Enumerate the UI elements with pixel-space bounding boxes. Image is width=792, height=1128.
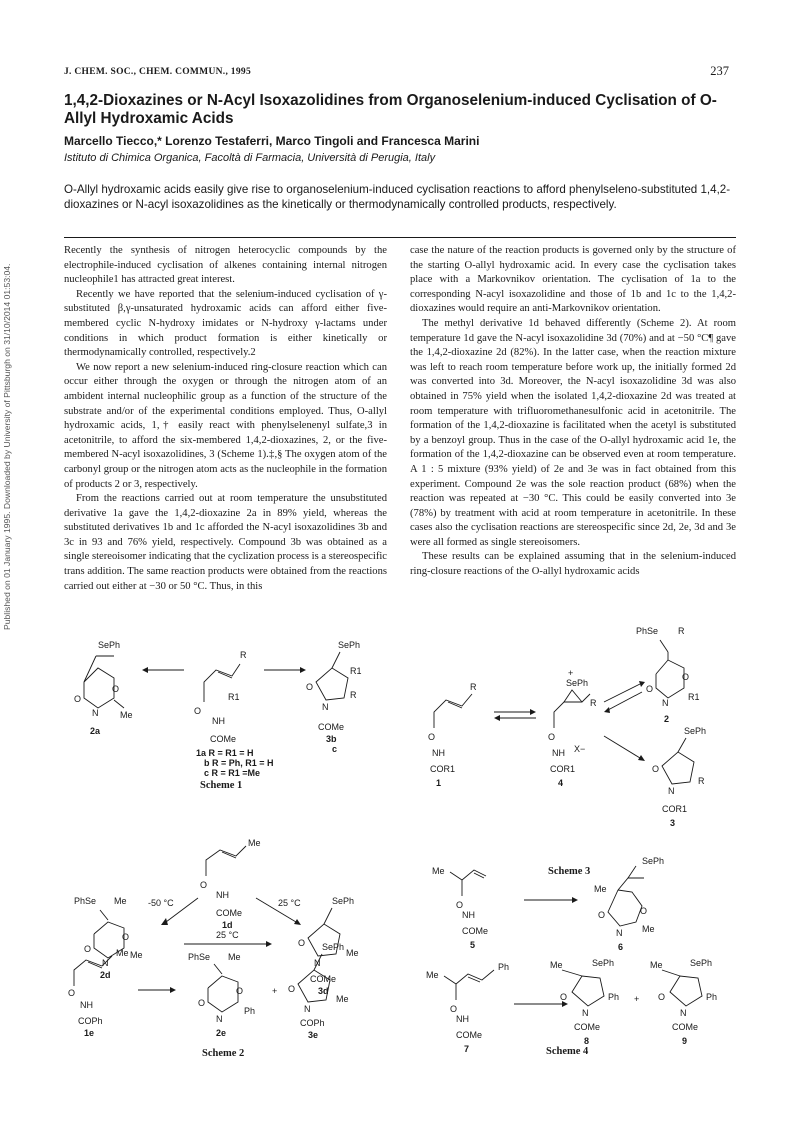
scheme-text: SePh [98,640,121,650]
compound-label: 3 [670,818,676,828]
scheme-text: O [652,764,660,774]
compound-label: 2a [90,726,101,736]
scheme-text: O [112,684,120,694]
scheme-text: COMe [672,1022,699,1032]
compound-label: 2e [216,1028,227,1038]
scheme-text: O [640,906,648,916]
scheme-text: O [236,986,244,996]
body-column-left [64,244,387,594]
scheme-text: COMe [318,722,345,732]
scheme-text: O [560,992,568,1002]
scheme-text: O [428,732,436,742]
scheme-text: R1 [350,666,362,676]
scheme-text: N [582,1008,589,1018]
scheme-text: SePh [322,942,345,952]
scheme-text: NH [552,748,565,758]
scheme-text: N [616,928,623,938]
scheme-text: R [590,698,597,708]
abstract-divider [64,237,736,238]
body-column-right [410,244,736,580]
scheme-3 [414,626,724,877]
scheme-text: NH [462,910,475,920]
scheme-text: R [350,690,357,700]
compound-label: 3d [318,986,329,996]
scheme-text: COMe [456,1030,483,1040]
scheme-text: Me [114,896,127,906]
scheme-text: + [634,994,640,1004]
scheme-text: Ph [706,992,718,1002]
scheme-text: O [84,944,92,954]
scheme-text: R [470,682,477,692]
scheme-text: COR1 [550,764,576,774]
scheme-2 [68,838,390,1059]
scheme-text: O [288,984,296,994]
scheme-text: Me [346,948,359,958]
scheme-text: R1 [688,692,700,702]
article-title: 1,4,2-Dioxazines or N-Acyl Isoxazolidines from Organoselenium-induced Cyclisation of O-Allyl Hydroxamic Acids [64,92,717,127]
scheme-text: Me [120,710,133,720]
compound-label: 9 [682,1036,688,1046]
author-list: Marcello Tiecco,* Lorenzo Testaferri, Marco Tingoli and Francesca Marini [64,134,480,148]
scheme-text: O [298,938,306,948]
scheme-text: O [68,988,76,998]
scheme-text: Ph [608,992,620,1002]
compound-label: 6 [618,942,624,952]
scheme-text: Me [116,948,129,958]
compound-label: 2 [664,714,670,724]
scheme-text: COR1 [662,804,688,814]
scheme-text: COMe [310,974,337,984]
paragraph: Recently we have reported that the selenium-induced cyclisation of γ-substituted β,γ-unsaturated hydroxamic acids can afford either five-membered cyclic N-hydroxy imidates or N-hydroxy γ-lactams under conditions in which product formation is either kinetically or thermodynamically controlled, respectively.2 [64,288,387,359]
scheme-text: N [662,698,669,708]
scheme-text: PhSe [188,952,211,962]
scheme-text: Ph [498,962,510,972]
compound-label: 2d [100,970,111,980]
scheme-caption: Scheme 1 [200,780,243,791]
download-watermark [0,0,20,1128]
scheme-text: SePh [566,678,589,688]
scheme-text: Me [130,950,143,960]
scheme-text: COPh [78,1016,103,1026]
compound-label: 7 [464,1044,470,1054]
scheme-text: Me [594,884,607,894]
scheme-text: Me [426,970,439,980]
scheme-text: Me [650,960,663,970]
scheme-text: COMe [216,908,243,918]
compound-label: c [332,744,338,754]
scheme-text: R1 [228,692,240,702]
scheme-text: N [304,1004,311,1014]
scheme-text: N [322,702,329,712]
scheme-text: COMe [210,734,237,744]
compound-label: b R = Ph, R1 = H [204,758,274,768]
scheme-text: Ph [244,1006,256,1016]
scheme-text: O [548,732,556,742]
scheme-text: COMe [574,1022,601,1032]
page-number: 237 [710,64,729,78]
scheme-caption: Scheme 4 [546,1046,589,1057]
compound-label: 1a R = R1 = H [196,748,254,758]
paragraph: From the reactions carried out at room temperature the unsubstituted derivative 1a gave the 1,4,2-dioxazine 2a in 89% yield, whereas the substituted derivatives 1b and 1c afforded the N-acyl isoxazolidines 3b and 3c in 93 and 76% yield, respectively. Compound 3b was obtained as a single stereoisomer indicating that the cyclization process is a stereospecific trans addition. The same reaction products were obtained from the reactions carried out either at −30 or 50 °C. Thus, in this [64,493,387,592]
compound-label: 3e [308,1030,319,1040]
scheme-text: X− [574,744,586,754]
scheme-text: Me [432,866,445,876]
paragraph: We now report a new selenium-induced ring-closure reaction which can occur either through the oxygen or through the nitrogen atom of an ambident internal nucleophilic group as a function of the structure of the substrate and/or of the experimental conditions employed. Thus, O-allyl hydroxamic acids, 1,† easily react with phenylselenenyl sulfate,3 in acetonitrile, to afford the six-membered 1,4,2-dioxazines, 2, or the five-membered N-acyl isoxazolidines, 3 (Scheme 1).‡,§ The oxygen atom of the carbonyl group or the nitrogen atom acts as the nucleophile in the formation of products 2 or 3, respectively. [64,361,387,490]
compound-label: 1 [436,778,442,788]
scheme-text: Me [336,994,349,1004]
scheme-text: Me [248,838,261,848]
scheme-text: NH [432,748,445,758]
scheme-text: O [456,900,464,910]
scheme-text: SePh [592,958,615,968]
scheme-text: N [92,708,99,718]
scheme-text: O [200,880,208,890]
scheme-text: N [216,1014,223,1024]
scheme-text: O [598,910,606,920]
scheme-text: + [272,986,278,996]
scheme-text: SePh [642,856,665,866]
scheme-text: + [568,668,574,678]
scheme-text: SePh [684,726,707,736]
scheme-text: R [678,626,685,636]
paragraph: Recently the synthesis of nitrogen heterocyclic compounds by the electrophile-induced cyclisation of alkenes containing internal nitrogen nucleophile1 has attracted great interest. [64,245,387,286]
scheme-text: PhSe [74,896,97,906]
paragraph: The methyl derivative 1d behaved differently (Scheme 2). At room temperature 1d gave the N-acyl isoxazolidine 3d (70%) and at −50 °C¶ gave the 1,4,2-dioxazine 2d (82%). In the latter case, when the reaction mixture was left to reach room temperature before work up, the initially formed 2d was converted into 3d. Moreover, the N-acyl isoxazolidine 3d was also obtained in 75% yield when the isolated 1,4,2-dioxazine 2d was treated at room temperature with trifluoromethanesulfonic acid in acetonitrile. The formation of the 1,4,2-dioxazine is facilitated when the acetyl is substituted by a benzoyl group. Thus in the case of the O-allyl hydroxamic acid 1e, the formation of the 1,4,2-dioxazine can be observed even at room temperature. A 1 : 5 mixture (93% yield) of 2e and 3e was in fact obtained from this experiment. Compound 2e was the sole reaction product (68%) when the reaction was repeated at −30 °C. This could be easily converted into 3e (78%) by treatment with acid at room temperature in acetonitrile. In these cases also the cyclisation reactions are stereospecific since 2d, 2e, 3d and 3e were all formed as single stereoisomers. [410,317,736,548]
scheme-text: N [680,1008,687,1018]
scheme-text: Me [228,952,241,962]
scheme-text: Me [550,960,563,970]
watermark-text: Published on 01 January 1995. Downloaded by University of Pittsburgh on 31/10/2014 01:53:04. [2,263,12,630]
scheme-text: COMe [462,926,489,936]
scheme-text: NH [456,1014,469,1024]
scheme-text: O [450,1004,458,1014]
scheme-caption: Scheme 3 [548,866,591,877]
scheme-text: SePh [338,640,361,650]
scheme-text: -50 °C [148,898,174,908]
paragraph: These results can be explained assuming that in the selenium-induced ring-closure reactions of the O-allyl hydroxamic acids [410,551,736,578]
scheme-text: R [240,650,247,660]
abstract: O-Allyl hydroxamic acids easily give rise to organoselenium-induced cyclisation reactions to afford phenylseleno-substituted 1,4,2-dioxazines or N-acyl isoxazolidines as the kinetically or thermodynamically controlled products, respectively. [64,183,731,212]
scheme-text: O [658,992,666,1002]
compound-label: 1e [84,1028,95,1038]
scheme-text: SePh [690,958,713,968]
scheme-text: COPh [300,1018,325,1028]
compound-label: 4 [558,778,564,788]
scheme-text: O [682,672,690,682]
scheme-text: Me [642,924,655,934]
scheme-text: N [668,786,675,796]
scheme-text: R [698,776,705,786]
compound-label: c R = R1 =Me [204,768,261,778]
scheme-text: O [74,694,82,704]
scheme-4 [422,856,732,1056]
scheme-text: O [198,998,206,1008]
scheme-text: NH [216,890,229,900]
compound-label: 3b [326,734,337,744]
journal-header: J. CHEM. SOC., CHEM. COMMUN., 1995 [64,67,251,77]
scheme-text: 25 °C [278,898,301,908]
scheme-caption: Scheme 2 [202,1048,245,1059]
scheme-text: N [314,958,321,968]
scheme-text: COR1 [430,764,456,774]
scheme-text: NH [212,716,225,726]
paragraph: case the nature of the reaction products is governed only by the structure of the starting O-allyl hydroxamic acid. In every case the cyclisation takes place with a Markovnikov orientation. The cyclisation of 1a to the corresponding N-acyl isoxazolidine and those of 1b and 1c to the 1,4,2-dioxazines would require an anti-Markovnikov orientation. [410,245,736,315]
scheme-text: NH [80,1000,93,1010]
scheme-text: O [646,684,654,694]
compound-label: 1d [222,920,233,930]
scheme-text: O [122,932,130,942]
scheme-text: SePh [332,896,355,906]
scheme-text: PhSe [636,626,659,636]
scheme-text: 25 °C [216,930,239,940]
scheme-text: O [306,682,314,692]
compound-label: 5 [470,940,476,950]
affiliation: Istituto di Chimica Organica, Facoltà di Farmacia, Università di Perugia, Italy [64,152,436,164]
scheme-text: O [194,706,202,716]
scheme-1 [64,642,394,792]
scheme-text: N [102,958,109,968]
compound-label: 8 [584,1036,590,1046]
